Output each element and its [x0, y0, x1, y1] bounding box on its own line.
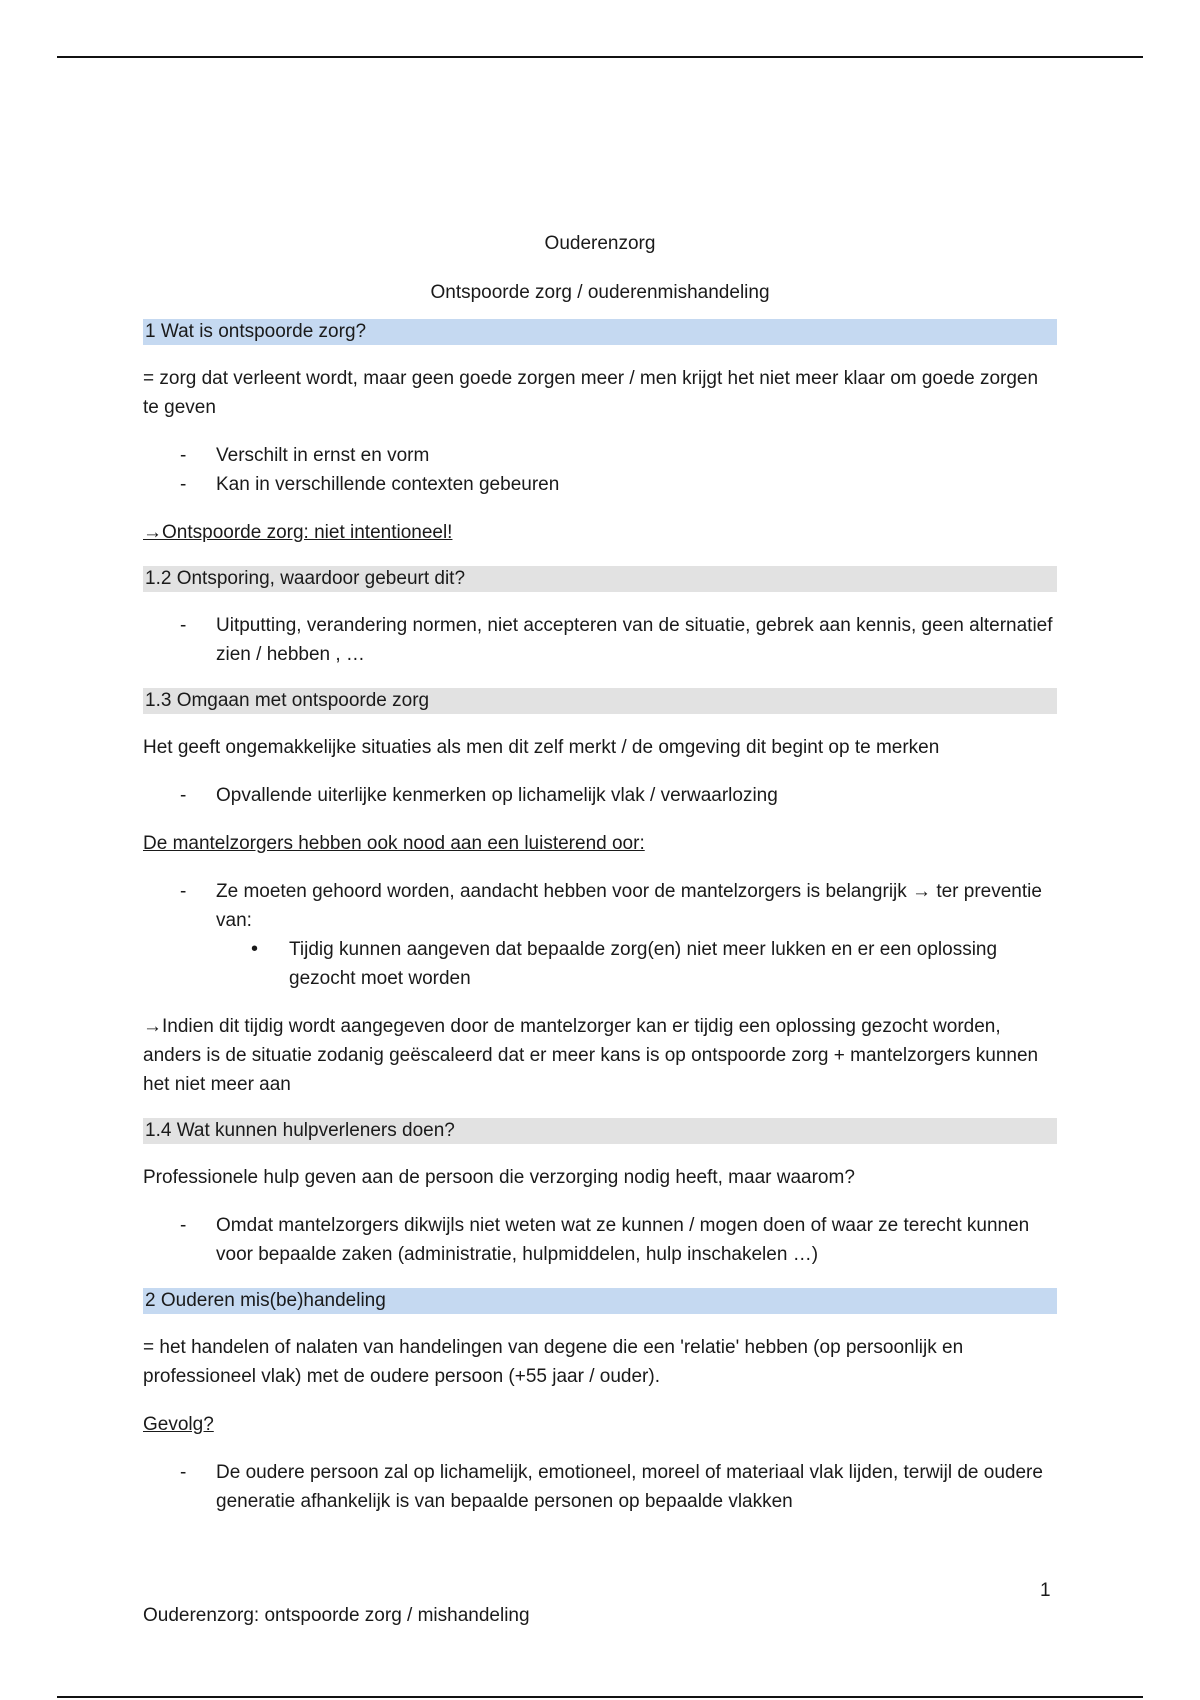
page-number: 1 [1040, 1580, 1051, 1601]
section-2-heading: 2 Ouderen mis(be)handeling [143, 1288, 1057, 1314]
section-1-definition: = zorg dat verleent wordt, maar geen goede zorgen meer / men krijgt het niet meer klaar om goede zorgen te geven [143, 368, 1039, 418]
section-1-2-heading: 1.2 Ontsporing, waardoor gebeurt dit? [143, 566, 1057, 592]
document-page [143, 231, 1057, 1535]
list-item: - Kan in verschillende contexten gebeuren [143, 470, 1057, 499]
document-title: Ouderenzorg [544, 233, 656, 254]
document-subtitle: Ontspoorde zorg / ouderenmishandeling [430, 282, 770, 303]
list-item: - Opvallende uiterlijke kenmerken op lichamelijk vlak / verwaarlozing [143, 781, 1057, 810]
section-2-subheading: Gevolg? [143, 1414, 214, 1435]
section-1-3-note: →Indien dit tijdig wordt aangegeven door de mantelzorger kan er tijdig een oplossing gezocht worden, anders is de situatie zodanig geëscaleerd dat er meer kans is op ontspoorde zorg + mantelzorgers kunnen het niet meer aan [143, 1016, 1039, 1095]
section-2-definition: = het handelen of nalaten van handelingen van degene die een 'relatie' hebben (op persoonlijk en professioneel vlak) met de oudere persoon (+55 jaar / ouder). [143, 1337, 964, 1387]
list-item: - Omdat mantelzorgers dikwijls niet weten wat ze kunnen / mogen doen of waar ze terecht kunnen voor bepaalde zaken (administratie, hulpmiddelen, hulp inschakelen …) [143, 1211, 1057, 1269]
list-item: - De oudere persoon zal op lichamelijk, emotioneel, moreel of materiaal vlak lijden, terwijl de oudere generatie afhankelijk is van bepaalde personen op bepaalde vlakken [143, 1458, 1057, 1516]
section-1-3-intro: Het geeft ongemakkelijke situaties als men dit zelf merkt / de omgeving dit begint op te merken [143, 737, 940, 758]
footer-rule [57, 1696, 1143, 1698]
footer-text: Ouderenzorg: ontspoorde zorg / mishandeling [143, 1605, 530, 1626]
header-rule [57, 56, 1143, 58]
list-item [143, 877, 1057, 993]
section-1-4-heading: 1.4 Wat kunnen hulpverleners doen? [143, 1118, 1057, 1144]
section-1-heading: 1 Wat is ontspoorde zorg? [143, 319, 1057, 345]
sub-bullet-list [216, 935, 1057, 993]
section-1-3-list-2 [143, 877, 1057, 993]
sub-bullet-item: • Tijdig kunnen aangeven dat bepaalde zorg(en) niet meer lukken en er een oplossing gezocht moet worden [216, 935, 1057, 993]
section-1-4-list [143, 1211, 1057, 1269]
list-item: - Verschilt in ernst en vorm [143, 441, 1057, 470]
section-1-note: →Ontspoorde zorg: niet intentioneel! [143, 522, 453, 543]
section-1-4-intro: Professionele hulp geven aan de persoon die verzorging nodig heeft, maar waarom? [143, 1167, 855, 1188]
section-2-list [143, 1458, 1057, 1516]
list-item-text: Ze moeten gehoord worden, aandacht hebben voor de mantelzorgers is belangrijk → ter preventie van: [216, 881, 1042, 931]
section-1-3-heading: 1.3 Omgaan met ontspoorde zorg [143, 688, 1057, 714]
section-1-list [143, 441, 1057, 499]
list-item: - Uitputting, verandering normen, niet accepteren van de situatie, gebrek aan kennis, geen alternatief zien / hebben , … [143, 611, 1057, 669]
section-1-3-subheading: De mantelzorgers hebben ook nood aan een luisterend oor: [143, 833, 645, 854]
section-1-3-list [143, 781, 1057, 810]
section-1-2-list [143, 611, 1057, 669]
